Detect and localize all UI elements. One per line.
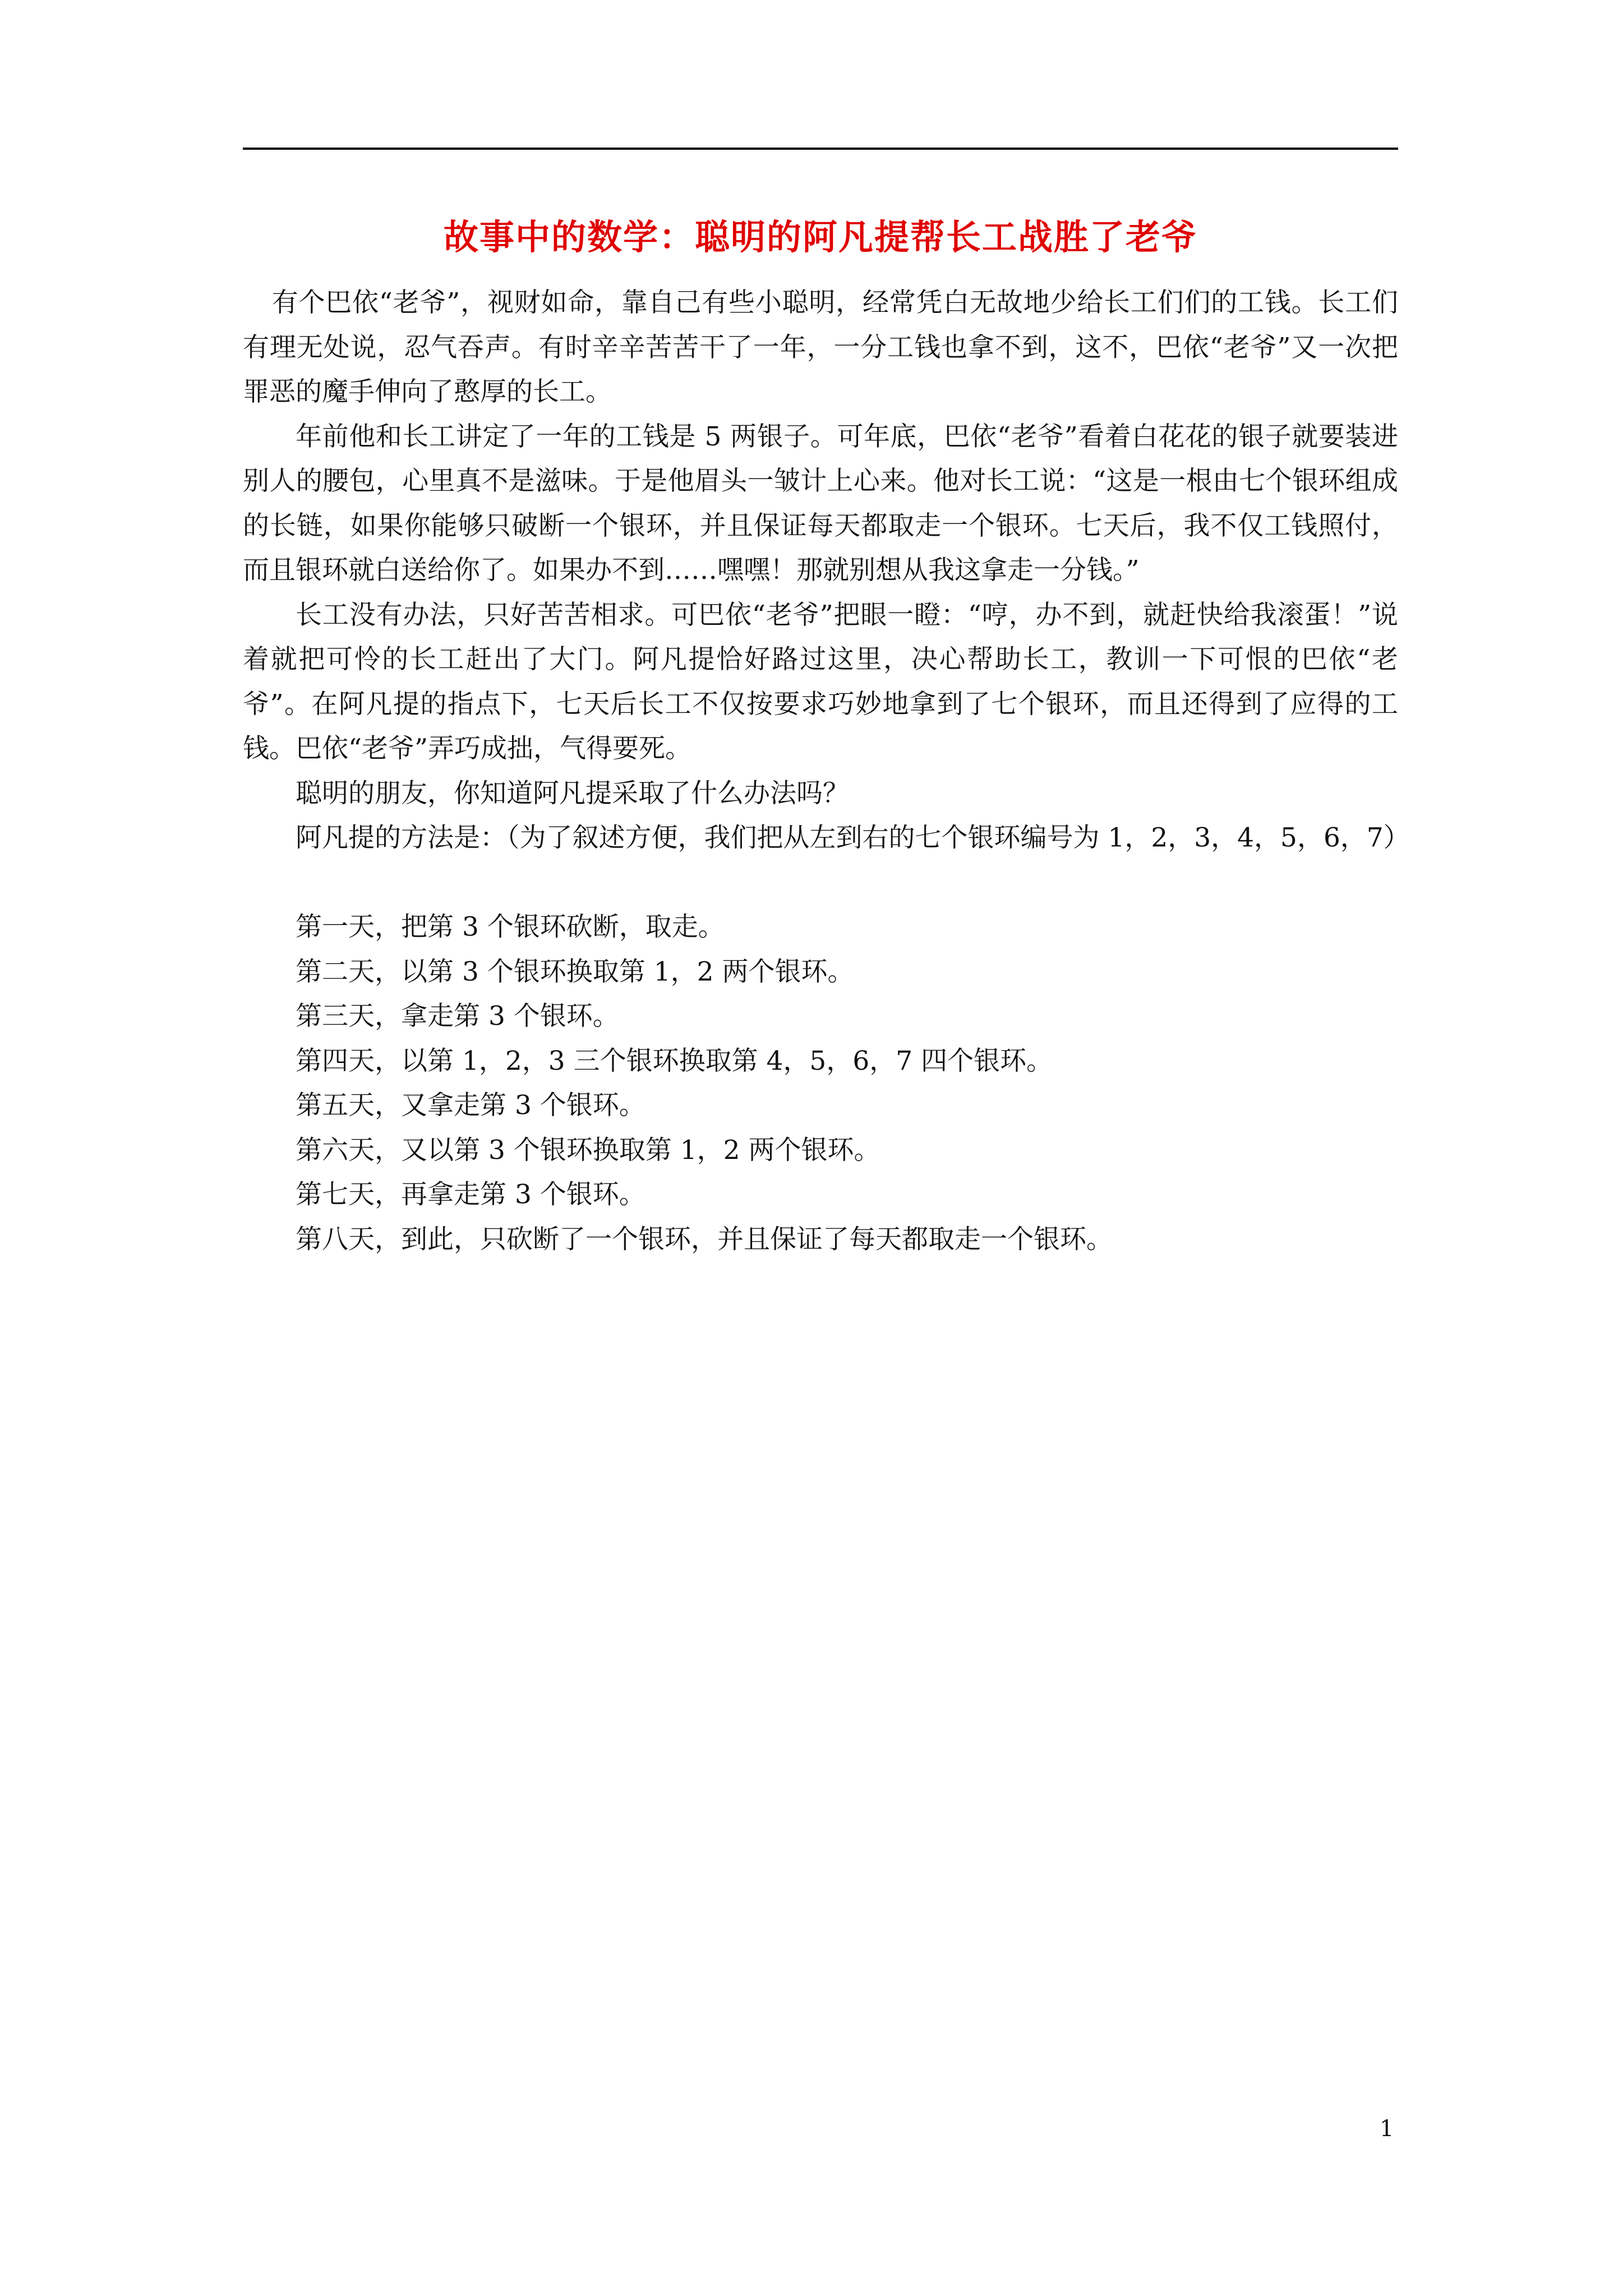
- step-item: 第七天，再拿走第 3 个银环。: [296, 1179, 645, 1210]
- paragraph-question: 聪明的朋友，你知道阿凡提采取了什么办法吗？: [296, 777, 849, 809]
- step-item: 第八天，到此，只砍断了一个银环，并且保证了每天都取走一个银环。: [296, 1223, 1113, 1255]
- step-item: 第四天，以第 1，2，3 三个银环换取第 4，5，6，7 四个银环。: [296, 1045, 1053, 1076]
- paragraph-deal: 年前他和长工讲定了一年的工钱是 5 两银子。可年底，巴依“老爷”看着白花花的银子就要装进别人的腰包，心里真不是滋味。于是他眉头一皱计上心来。他对长工说：“这是一根由七个银环组成的长链，如果你能够只破断一个银环，并且保证每天都取走一个银环。七天后，我不仅工钱照付，而且银环就白送给你了。如果办不到……嘿嘿！那就别想从我这拿走一分钱。”: [243, 421, 1398, 586]
- paragraph-afanti: 长工没有办法，只好苦苦相求。可巴依“老爷”把眼一瞪：“哼，办不到，就赶快给我滚蛋！”说着就把可怜的长工赶出了大门。阿凡提恰好路过这里，决心帮助长工，教训一下可恨的巴依“老爷”。在阿凡提的指点下，七天后长工不仅按要求巧妙地拿到了七个银环，而且还得到了应得的工钱。巴依“老爷”弄巧成拙，气得要死。: [243, 599, 1398, 764]
- header-rule: [243, 148, 1398, 150]
- paragraph-intro: 有个巴依“老爷”，视财如命，靠自己有些小聪明，经常凭白无故地少给长工们们的工钱。长工们有理无处说，忍气吞声。有时辛辛苦苦干了一年，一分工钱也拿不到，这不，巴依“老爷”又一次把罪恶的魔手伸向了憨厚的长工。: [243, 287, 1398, 407]
- document-title: 故事中的数学：聪明的阿凡提帮长工战胜了老爷: [443, 217, 1197, 257]
- step-item: 第五天，又拿走第 3 个银环。: [296, 1090, 645, 1121]
- step-item: 第一天，把第 3 个银环砍断，取走。: [296, 912, 725, 942]
- steps-list: [243, 905, 1398, 1262]
- step-item: 第三天，拿走第 3 个银环。: [296, 1001, 619, 1032]
- paragraph-method: 阿凡提的方法是：（为了叙述方便，我们把从左到右的七个银环编号为 1，2，3，4，5，6，7）: [296, 822, 1410, 853]
- step-item: 第六天，又以第 3 个银环换取第 1，2 两个银环。: [296, 1134, 880, 1166]
- page-number: 1: [1380, 2116, 1394, 2142]
- step-item: 第二天，以第 3 个银环换取第 1，2 两个银环。: [296, 956, 854, 987]
- blank-line: [243, 861, 1398, 905]
- document-body: [243, 280, 1410, 1262]
